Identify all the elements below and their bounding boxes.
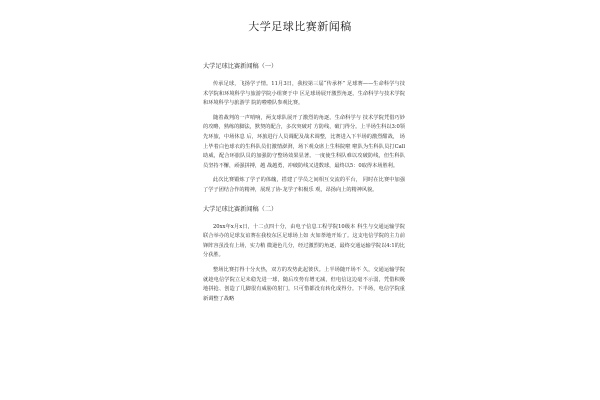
section-1-paragraph-1: 传承足球，飞扬学子情。11月3日，我校第三届“传承杯” 足球赛——生命科学与技术学院和环境科学与旅游学院小组赛于中 区足球场展开激烈角逐。生命科学与技术学院和环境科学与旅游学 院的啦啦队参观比赛。 bbox=[203, 81, 405, 107]
section-1-paragraph-3: 此次比赛锻炼了学子的体魄，搭建了学员之间相互交流的平台， 同时在比赛中加强了学子团结合作的精神，展现了协·龙学子积极乐 观，昂扬向上的精神风貌。 bbox=[203, 177, 405, 193]
section-1-paragraph-2: 随着裁判的一声哨响，两支球队展开了激烈的角逐。生命科学与 技术学院凭借巧妙的攻略，熟练的脚法，默契的配合，多次突破对 方防线，破门得分。上半场生科以3:0领先环旅，中场休息 后，环旅进行人员调配及战术调整，比赛进入下半场的激烈酣战， 场上毕着白色球衣的生科队员们激情澎湃，场下观众席上生科院啦 啦队为生科队员打Call助威，配合环旅队员的加强防守整场效果显著。一度使生科队难以攻破防线，但生科队员坚持不懈，顽强拼搏，越 战越勇，冲破防线又进数球，最终以5：0取得本场胜利。 bbox=[203, 114, 405, 169]
section-2-paragraph-2: 整场比赛打得十分火热，双方的攻势此起彼伏。上半场随开场不 久，交通运输学院就趁电信学院立足未稳先进一球，随后攻势有增无减，但电信这边毫不示弱，凭借积极地拼抢、创造了几脚很有威胁的射门，只可惜都没有转化成得分。下半场，电信学院重新调整了战略 bbox=[203, 266, 405, 302]
document-title: 大学足球比赛新闻稿 bbox=[248, 20, 352, 33]
section-2-paragraph-1: 20xx年x月x日，十二点四十分，由电子信息工程学院10级本 科生与交通运输学院联合举办的足球友谊赛在我校东区足球场上如 火如荼地开始了。这支电信学院的主力前锋阵容虽没有上场，实力稍 微逊色几分，经过激烈的角逐，最终交通运输学院以4:1的比 分获胜。 bbox=[203, 223, 405, 259]
section-heading-1: 大学足球比赛新闻稿（一） bbox=[203, 63, 278, 70]
article-body bbox=[203, 62, 405, 309]
section-heading-2: 大学足球比赛新闻稿（二） bbox=[203, 205, 278, 213]
